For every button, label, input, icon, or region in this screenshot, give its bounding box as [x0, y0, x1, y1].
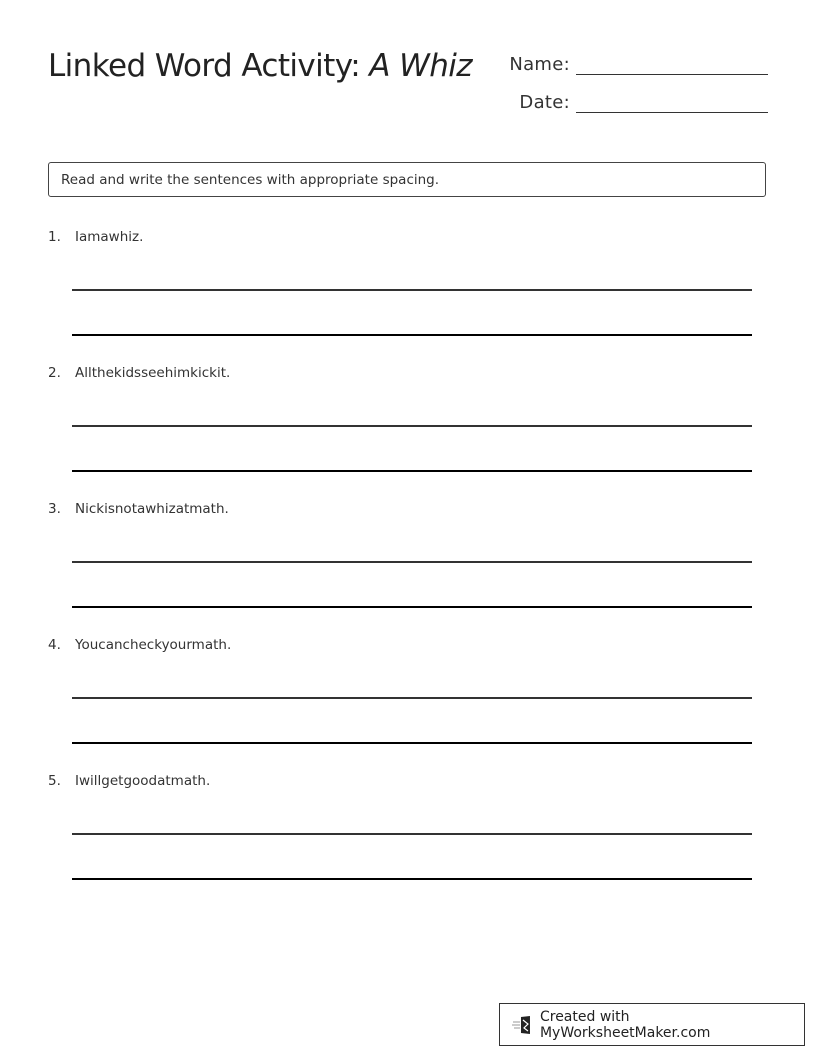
question-number: 4. [48, 637, 61, 653]
date-label: Date: [519, 92, 570, 113]
name-line[interactable] [576, 52, 768, 75]
date-line[interactable] [576, 90, 768, 113]
name-label: Name: [509, 54, 570, 75]
question-text: Iamawhiz. [75, 229, 144, 245]
question-text: Nickisnotawhizatmath. [75, 501, 229, 517]
question-number: 1. [48, 229, 61, 245]
writing-line[interactable] [72, 561, 752, 563]
question-5 [48, 773, 752, 789]
question-3 [48, 501, 752, 517]
writing-line[interactable] [72, 289, 752, 291]
worksheet-maker-logo-icon [512, 1014, 534, 1036]
question-number: 2. [48, 365, 61, 381]
writing-line[interactable] [72, 742, 752, 744]
date-field [500, 90, 768, 113]
question-text: Allthekidsseehimkickit. [75, 365, 231, 381]
writing-line[interactable] [72, 470, 752, 472]
writing-line[interactable] [72, 878, 752, 880]
question-number: 3. [48, 501, 61, 517]
question-text: Youcancheckyourmath. [75, 637, 232, 653]
writing-line[interactable] [72, 606, 752, 608]
question-text: Iwillgetgoodatmath. [75, 773, 211, 789]
writing-line[interactable] [72, 425, 752, 427]
title-italic: A Whiz [369, 48, 472, 84]
question-1 [48, 229, 752, 245]
question-4 [48, 637, 752, 653]
title-main: Linked Word Activity: [48, 48, 370, 84]
name-field [500, 52, 768, 75]
footer-credit[interactable] [499, 1003, 805, 1046]
writing-line[interactable] [72, 833, 752, 835]
question-2 [48, 365, 752, 381]
footer-text: Created with MyWorksheetMaker.com [539, 1008, 711, 1041]
question-number: 5. [48, 773, 61, 789]
writing-line[interactable] [72, 334, 752, 336]
writing-line[interactable] [72, 697, 752, 699]
instructions-box [48, 162, 766, 197]
page-title [48, 48, 472, 84]
instructions-text: Read and write the sentences with appropriate spacing. [61, 171, 440, 188]
